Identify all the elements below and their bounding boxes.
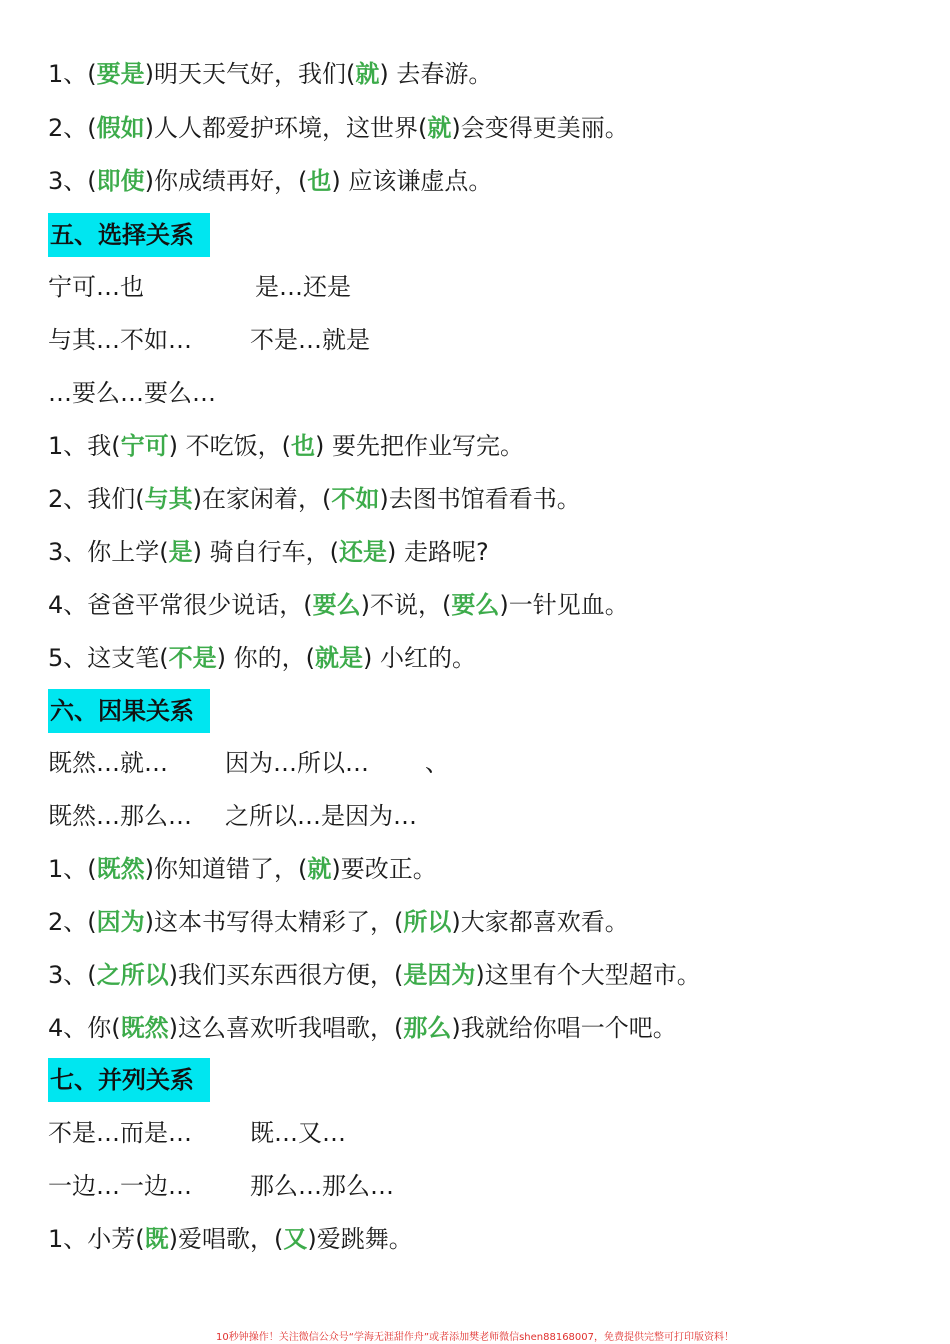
answer: 就 xyxy=(307,855,332,883)
keyword-pair: 与其…不如… xyxy=(48,326,192,354)
answer: 既然 xyxy=(120,1014,169,1042)
sentence xyxy=(48,1012,677,1044)
sentence-text: 1、我( xyxy=(48,432,121,460)
sentence-text: )这本书写得太精彩了，( xyxy=(144,908,404,936)
sentence-text: )去图书馆看看书。 xyxy=(379,485,581,513)
sentence xyxy=(48,589,629,621)
sentence-text: ) 去春游。 xyxy=(379,60,493,88)
sentence-text: 3、( xyxy=(48,167,97,195)
sentence-text: ) 骑自行车，( xyxy=(192,538,339,566)
answer: 所以 xyxy=(403,908,452,936)
keyword-pair: 不是…而是… xyxy=(48,1119,192,1147)
keyword-pair: 之所以…是因为… xyxy=(225,802,417,830)
sentence-text: ) 小红的。 xyxy=(363,644,476,672)
answer: 要么 xyxy=(312,591,361,619)
sentence-text: ) 走路呢? xyxy=(387,538,489,566)
sentence-text: )会变得更美丽。 xyxy=(451,114,629,142)
sentence-text: )这里有个大型超市。 xyxy=(475,961,701,989)
answer: 也 xyxy=(291,432,315,460)
answer: 因为 xyxy=(96,908,145,936)
footer-notice: 10秒钟操作！关注微信公众号“学海无涯甜作舟”或者添加樊老师微信shen88168007，免费提供完整可打印版资料！ xyxy=(215,1332,735,1343)
sentence xyxy=(48,165,492,197)
sentence-text: )爱跳舞。 xyxy=(307,1225,413,1253)
keyword-pair: 宁可…也 xyxy=(48,273,144,301)
sentence xyxy=(48,430,524,462)
answer: 之所以 xyxy=(96,961,169,989)
sentence-text: 1、小芳( xyxy=(48,1225,145,1253)
sentence-text: 4、你( xyxy=(48,1014,121,1042)
sentence-text: )不说，( xyxy=(360,591,452,619)
keyword-pair: 那么…那么… xyxy=(250,1172,394,1200)
sentence-text: )我就给你唱一个吧。 xyxy=(451,1014,677,1042)
sentence-text: ) 你的，( xyxy=(216,644,315,672)
answer: 既 xyxy=(144,1225,169,1253)
sentence xyxy=(48,906,629,938)
sentence-text: )你知道错了，( xyxy=(144,855,308,883)
sentence-text: )一针见血。 xyxy=(499,591,629,619)
section-heading: 七、并列关系 xyxy=(48,1058,210,1102)
sentence-text: 1、( xyxy=(48,855,97,883)
keyword-pair: 因为…所以… xyxy=(225,749,369,777)
answer: 那么 xyxy=(403,1014,452,1042)
sentence-text: 5、这支笔( xyxy=(48,644,169,672)
sentence xyxy=(48,853,437,885)
sentence-text: )要改正。 xyxy=(331,855,437,883)
sentence-text: )在家闲着，( xyxy=(192,485,332,513)
answer: 要是 xyxy=(96,60,145,88)
sentence-text: )我们买东西很方便，( xyxy=(168,961,404,989)
keyword-pair: 既然…那么… xyxy=(48,802,192,830)
answer: 既然 xyxy=(96,855,145,883)
keyword-pair: 、 xyxy=(425,749,449,777)
sentence xyxy=(48,959,701,991)
sentence-text: ) 应该谦虚点。 xyxy=(331,167,493,195)
section-heading: 六、因果关系 xyxy=(48,689,210,733)
answer: 与其 xyxy=(144,485,193,513)
sentence-text: 2、( xyxy=(48,908,97,936)
sentence-text: )人人都爱护环境，这世界( xyxy=(144,114,428,142)
answer: 就 xyxy=(427,114,452,142)
answer: 不如 xyxy=(331,485,380,513)
sentence-text: 3、( xyxy=(48,961,97,989)
sentence xyxy=(48,1223,413,1255)
sentence-text: 3、你上学( xyxy=(48,538,169,566)
answer: 还是 xyxy=(339,538,387,566)
answer: 是 xyxy=(168,538,193,566)
sentence xyxy=(48,112,629,144)
sentence-text: )这么喜欢听我唱歌，( xyxy=(168,1014,404,1042)
sentence-text: ) 要先把作业写完。 xyxy=(315,432,524,460)
keyword-pair: …要么…要么… xyxy=(48,379,216,407)
sentence-text: 2、( xyxy=(48,114,97,142)
sentence xyxy=(48,58,492,90)
answer: 就 xyxy=(355,60,380,88)
sentence xyxy=(48,483,581,515)
answer: 即使 xyxy=(96,167,145,195)
answer: 又 xyxy=(283,1225,308,1253)
sentence-text: )明天天气好，我们( xyxy=(144,60,356,88)
answer: 假如 xyxy=(96,114,145,142)
answer: 宁可 xyxy=(120,432,169,460)
sentence-text: )大家都喜欢看。 xyxy=(451,908,629,936)
keyword-pair: 是…还是 xyxy=(255,273,351,301)
answer: 不是 xyxy=(168,644,217,672)
sentence-text: )你成绩再好，( xyxy=(144,167,308,195)
keyword-pair: 一边…一边… xyxy=(48,1172,192,1200)
answer: 也 xyxy=(307,167,332,195)
answer: 就是 xyxy=(315,644,363,672)
sentence-text: ) 不吃饭，( xyxy=(168,432,291,460)
keyword-pair: 既然…就… xyxy=(48,749,168,777)
sentence xyxy=(48,642,476,674)
sentence-text: 4、爸爸平常很少说话，( xyxy=(48,591,313,619)
sentence-text: 2、我们( xyxy=(48,485,145,513)
sentence-text: )爱唱歌，( xyxy=(168,1225,284,1253)
answer: 是因为 xyxy=(403,961,476,989)
sentence-text: 1、( xyxy=(48,60,97,88)
keyword-pair: 既…又… xyxy=(250,1119,346,1147)
keyword-pair: 不是…就是 xyxy=(250,326,370,354)
section-heading: 五、选择关系 xyxy=(48,213,210,257)
answer: 要么 xyxy=(451,591,500,619)
sentence xyxy=(48,536,489,568)
